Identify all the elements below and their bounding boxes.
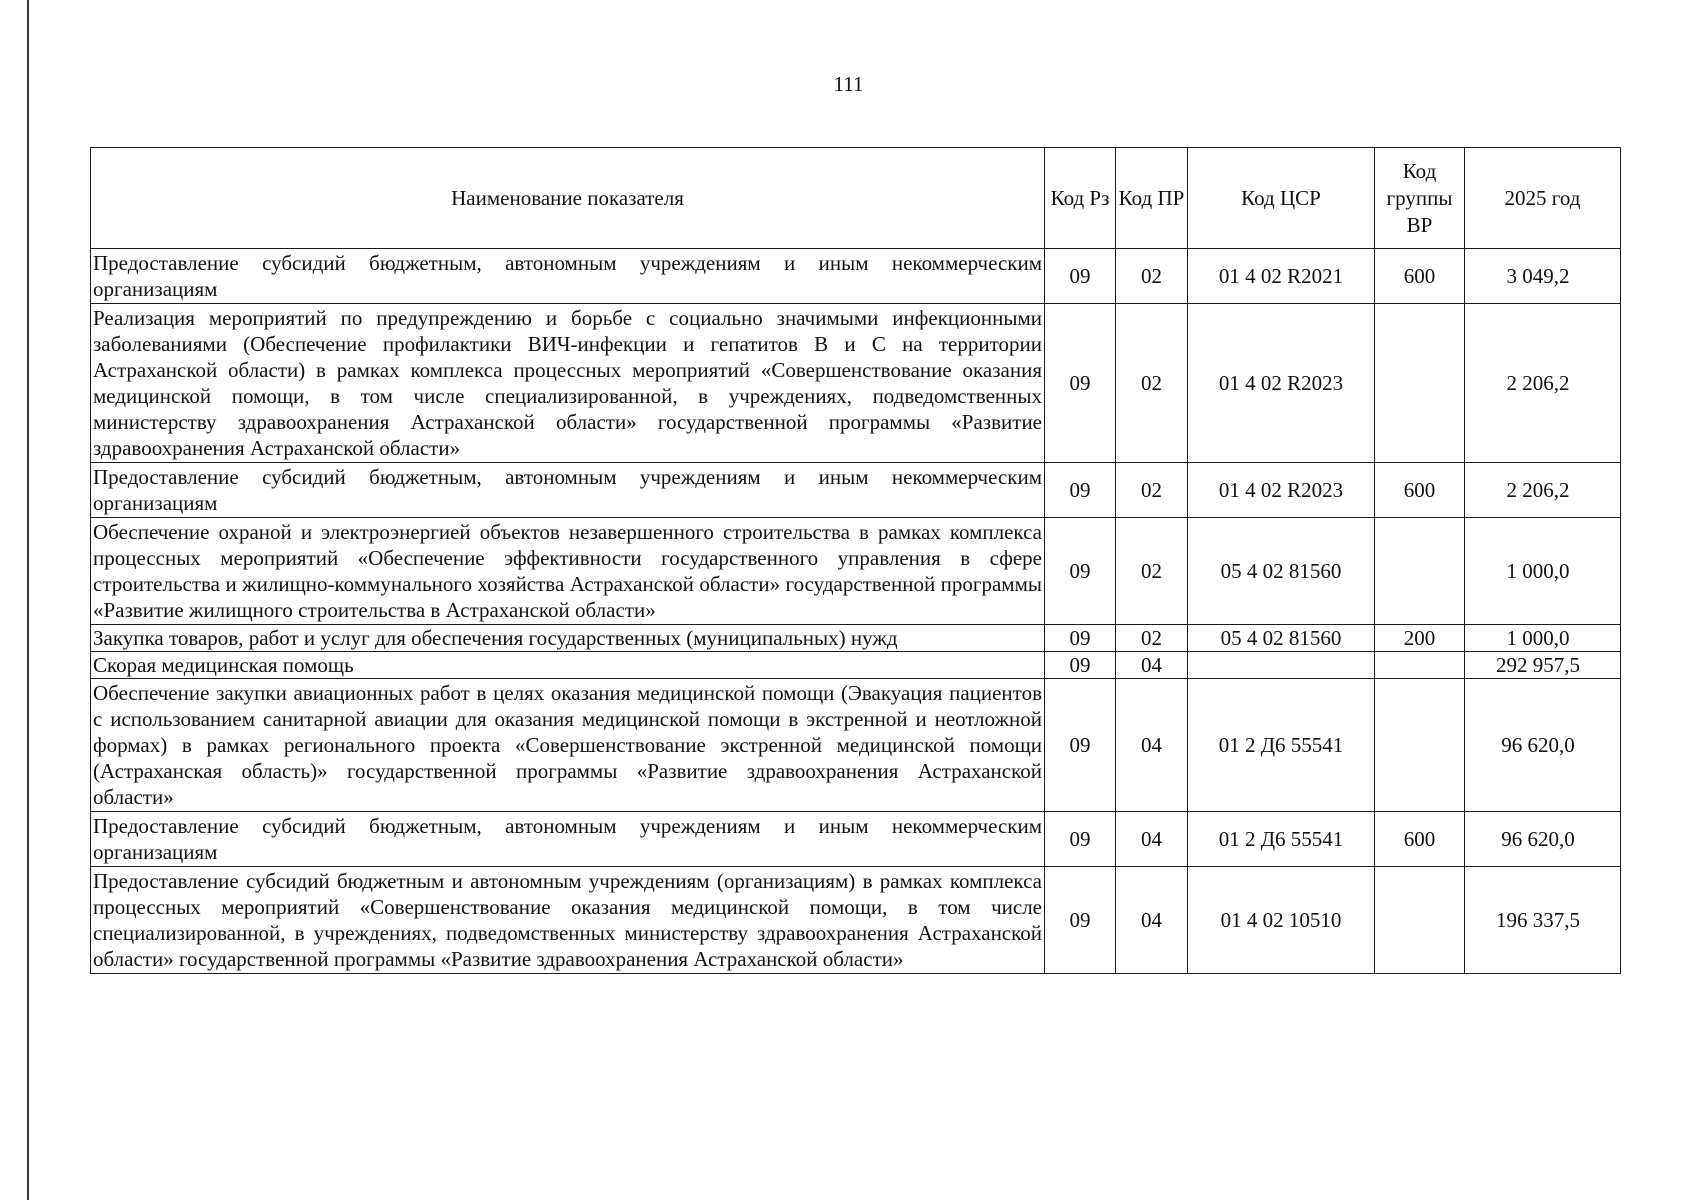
row-pr: 04 (1116, 867, 1188, 974)
row-csr: 01 2 Д6 55541 (1188, 679, 1375, 812)
table-row (91, 463, 1621, 518)
row-name: Предоставление субсидий бюджетным, автономным учреждениям и иным некоммерческим организациям (91, 463, 1045, 518)
header-year: 2025 год (1465, 148, 1621, 249)
row-pr: 02 (1116, 249, 1188, 304)
row-sum: 3 049,2 (1465, 249, 1621, 304)
table-row (91, 518, 1621, 625)
row-vr (1375, 518, 1465, 625)
row-rz: 09 (1045, 679, 1116, 812)
row-csr: 01 2 Д6 55541 (1188, 812, 1375, 867)
table-row (91, 679, 1621, 812)
row-rz: 09 (1045, 518, 1116, 625)
row-rz: 09 (1045, 304, 1116, 463)
row-name: Предоставление субсидий бюджетным, автономным учреждениям и иным некоммерческим организациям (91, 812, 1045, 867)
row-name: Обеспечение охраной и электроэнергией объектов незавершенного строительства в рамках комплекса процессных мероприятий «Обеспечение эффективности государственного управления в сфере строительства и жилищно-коммунального хозяйства Астраханской области» государственной программы «Развитие жилищного строительства в Астраханской области» (91, 518, 1045, 625)
row-vr (1375, 867, 1465, 974)
row-csr: 05 4 02 81560 (1188, 625, 1375, 652)
row-name: Скорая медицинская помощь (91, 652, 1045, 679)
row-pr: 04 (1116, 812, 1188, 867)
row-name: Предоставление субсидий бюджетным, автономным учреждениям и иным некоммерческим организациям (91, 249, 1045, 304)
row-csr: 01 4 02 10510 (1188, 867, 1375, 974)
row-sum: 2 206,2 (1465, 304, 1621, 463)
row-name: Обеспечение закупки авиационных работ в целях оказания медицинской помощи (Эвакуация пациентов с использованием санитарной авиации для оказания медицинской помощи в экстренной и неотложной формах) в рамках регионального проекта «Совершенствование экстренной медицинской помощи (Астраханская область)» государственной программы «Развитие здравоохранения Астраханской области» (91, 679, 1045, 812)
table-row (91, 625, 1621, 652)
row-pr: 04 (1116, 679, 1188, 812)
row-name: Закупка товаров, работ и услуг для обеспечения государственных (муниципальных) нужд (91, 625, 1045, 652)
row-rz: 09 (1045, 652, 1116, 679)
row-vr (1375, 679, 1465, 812)
row-sum: 196 337,5 (1465, 867, 1621, 974)
header-pr: Код ПР (1116, 148, 1188, 249)
row-rz: 09 (1045, 812, 1116, 867)
row-pr: 02 (1116, 463, 1188, 518)
row-vr (1375, 652, 1465, 679)
row-name: Предоставление субсидий бюджетным и автономным учреждениям (организациям) в рамках комплекса процессных мероприятий «Совершенствование оказания медицинской помощи, в том числе специализированной, в учреждениях, подведомственных министерству здравоохранения Астраханской области» государственной программы «Развитие здравоохранения Астраханской области» (91, 867, 1045, 974)
row-sum: 1 000,0 (1465, 518, 1621, 625)
header-rz: Код Рз (1045, 148, 1116, 249)
row-pr: 02 (1116, 304, 1188, 463)
row-vr: 600 (1375, 812, 1465, 867)
row-rz: 09 (1045, 463, 1116, 518)
row-sum: 2 206,2 (1465, 463, 1621, 518)
row-csr: 01 4 02 R2021 (1188, 249, 1375, 304)
row-rz: 09 (1045, 867, 1116, 974)
row-pr: 02 (1116, 625, 1188, 652)
row-sum: 292 957,5 (1465, 652, 1621, 679)
header-vr: Код группы ВР (1375, 148, 1465, 249)
row-csr: 01 4 02 R2023 (1188, 463, 1375, 518)
binding-margin-line (27, 0, 29, 1200)
row-csr: 05 4 02 81560 (1188, 518, 1375, 625)
row-vr (1375, 304, 1465, 463)
header-csr: Код ЦСР (1188, 148, 1375, 249)
table-row (91, 304, 1621, 463)
row-sum: 96 620,0 (1465, 679, 1621, 812)
table-row (91, 867, 1621, 974)
page-number: 111 (833, 72, 864, 96)
budget-table (90, 147, 1621, 974)
row-pr: 04 (1116, 652, 1188, 679)
row-name: Реализация мероприятий по предупреждению и борьбе с социально значимыми инфекционными заболеваниями (Обеспечение профилактики ВИЧ-инфекции и гепатитов В и С на территории Астраханской области) в рамках комплекса процессных мероприятий «Совершенствование оказания медицинской помощи, в том числе специализированной, в учреждениях, подведомственных министерству здравоохранения Астраханской области» государственной программы «Развитие здравоохранения Астраханской области» (91, 304, 1045, 463)
header-name: Наименование показателя (91, 148, 1045, 249)
row-vr: 200 (1375, 625, 1465, 652)
table-row (91, 652, 1621, 679)
row-csr: 01 4 02 R2023 (1188, 304, 1375, 463)
table-row (91, 812, 1621, 867)
table-row (91, 249, 1621, 304)
row-vr: 600 (1375, 463, 1465, 518)
row-sum: 96 620,0 (1465, 812, 1621, 867)
table-header-row (91, 148, 1621, 249)
row-pr: 02 (1116, 518, 1188, 625)
row-rz: 09 (1045, 625, 1116, 652)
row-csr (1188, 652, 1375, 679)
row-vr: 600 (1375, 249, 1465, 304)
row-rz: 09 (1045, 249, 1116, 304)
row-sum: 1 000,0 (1465, 625, 1621, 652)
